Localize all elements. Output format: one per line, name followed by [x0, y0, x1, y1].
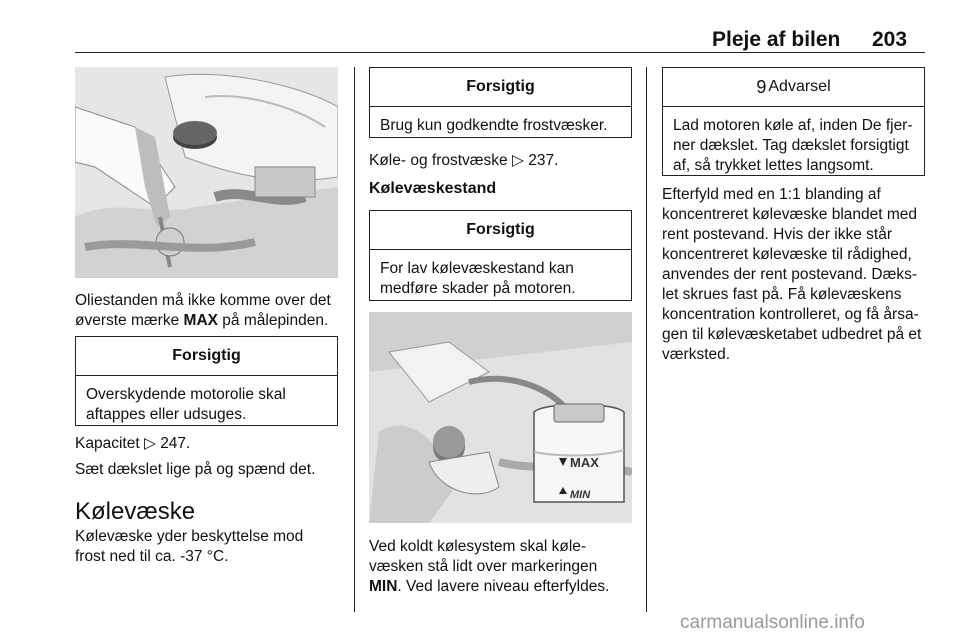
caution-body: Overskydende motorolie skal aftappes eller udsuges. — [86, 386, 286, 423]
caution-body: Brug kun godkendte frostvæsker. — [380, 117, 608, 134]
capacity-paragraph — [75, 434, 347, 454]
oil-max-mark: MAX — [183, 312, 218, 329]
coolant-level-heading: Kølevæskestand — [369, 180, 497, 197]
reservoir-min-label: MIN — [570, 489, 591, 501]
engine-oil-photo — [75, 67, 338, 278]
caution-box-level — [369, 210, 632, 301]
warning-header — [663, 68, 924, 107]
coolant-paragraph: Kølevæske yder beskyttelse mod frost ned til ca. -37 °C. — [75, 528, 304, 565]
warning-box — [662, 67, 925, 176]
hollow-arrow-icon: ▷ — [512, 152, 524, 169]
caution-box-oil — [75, 336, 338, 426]
cold-min-mark: MIN — [369, 578, 398, 595]
fluid-page-ref[interactable]: 237. — [528, 152, 559, 169]
refill-paragraph: Efterfyld med en 1:1 blanding af koncentreret kølevæske blandet med rent postevand. Hvis der ikke står koncentreret kølevæske til rådighed, anvendes der rent postevand. Dæks-let skrues fast på. Få kølevæskens koncentration kontrolleret, og få årsa-gen til kølevæsketabet udbedret på et værksted. — [662, 186, 922, 363]
caution-title: Forsigtig — [370, 211, 631, 250]
capacity-text: Kapacitet — [75, 435, 140, 452]
warning-triangle-icon: 9 — [756, 76, 767, 97]
coolant-heading: Kølevæske — [75, 498, 196, 525]
page-number: 203 — [872, 28, 908, 51]
oil-level-text: Oliestanden må ikke komme over det øverste mærke — [75, 292, 331, 329]
header-rule — [75, 52, 925, 53]
hollow-arrow-icon: ▷ — [143, 435, 156, 452]
oil-level-paragraph — [75, 291, 347, 331]
fluid-paragraph — [369, 151, 639, 171]
fluid-text: Køle- og frostvæske — [369, 152, 508, 169]
cap-paragraph: Sæt dækslet lige på og spænd det. — [75, 461, 316, 478]
page-header-title: Pleje af bilen — [712, 28, 841, 51]
oil-level-text-end: på målepinden. — [222, 312, 329, 329]
reservoir-max-label: MAX — [570, 455, 599, 470]
cold-system-text: Ved koldt kølesystem skal køle-væsken stå lidt over markeringen — [369, 538, 598, 575]
watermark: carmanualsonline.info — [680, 612, 865, 633]
column-divider-1 — [354, 67, 355, 612]
cold-system-text-end: . Ved lavere niveau efterfyldes. — [397, 578, 610, 595]
coolant-reservoir-photo — [369, 312, 632, 523]
column-divider-2 — [646, 67, 647, 612]
warning-body: Lad motoren køle af, inden De fjer-ner dækslet. Tag dækslet forsigtigt af, så trykket lettes langsomt. — [673, 117, 913, 174]
capacity-page-ref[interactable]: 247. — [160, 435, 191, 452]
caution-title: Forsigtig — [370, 68, 631, 107]
caution-title: Forsigtig — [76, 337, 337, 376]
warning-title: Advarsel — [768, 78, 831, 95]
cold-system-paragraph — [369, 537, 627, 597]
caution-body: For lav kølevæskestand kan medføre skader på motoren. — [380, 260, 576, 297]
caution-box-antifreeze — [369, 67, 632, 138]
